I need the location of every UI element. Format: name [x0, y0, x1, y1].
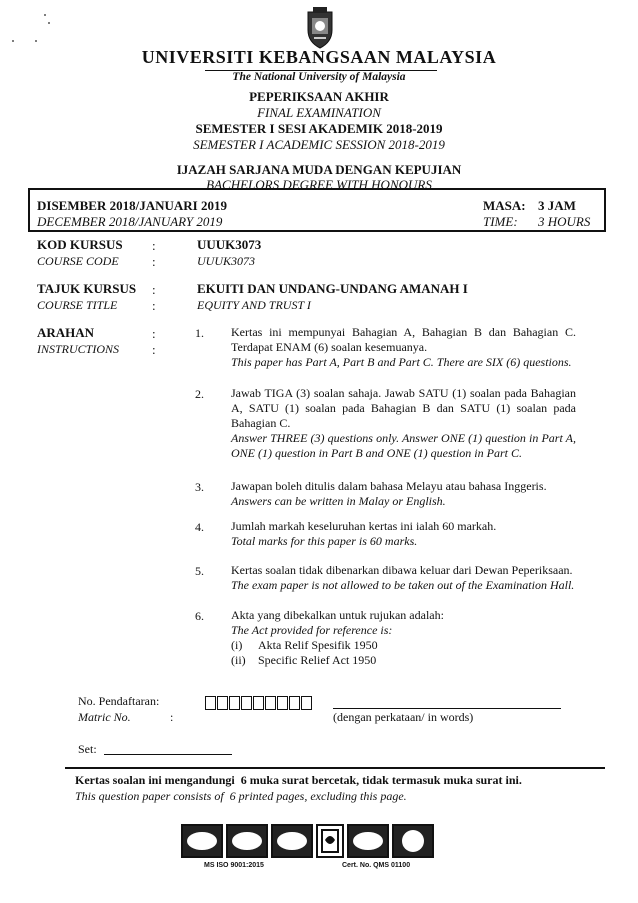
instructions-label: ARAHAN [37, 325, 95, 340]
instruction-number: 1. [195, 326, 204, 340]
act-item [231, 653, 576, 668]
university-name-en: The National University of Malaysia [232, 71, 406, 83]
instruction-number: 5. [195, 564, 204, 578]
act-name: Specific Relief Act 1950 [258, 653, 377, 667]
colon: : [170, 710, 174, 724]
instruction-item [231, 386, 576, 461]
set-label: Set: [78, 742, 97, 756]
colon: : [152, 238, 156, 253]
instruction-number: 4. [195, 520, 204, 534]
instructions-label-en: INSTRUCTIONS [37, 342, 120, 356]
instruction-text: Kertas soalan tidak dibenarkan dibawa keluar dari Dewan Peperiksaan. [231, 563, 573, 577]
matric-digit-box[interactable] [277, 696, 288, 710]
act-number: (i) [231, 638, 243, 652]
act-item [231, 638, 576, 653]
instruction-text-en: This paper has Part A, Part B and Part C. There are SIX (6) questions. [231, 355, 572, 369]
footer-rule [65, 767, 605, 769]
time-label-en: TIME: [483, 214, 518, 229]
time-label: MASA: [483, 198, 526, 213]
course-code-value-en: UUUK3073 [197, 254, 256, 268]
matric-digit-box[interactable] [205, 696, 216, 710]
matric-digit-box[interactable] [217, 696, 228, 710]
instruction-item [231, 563, 576, 593]
degree: IJAZAH SARJANA MUDA DENGAN KEPUJIAN [176, 162, 462, 177]
instruction-text-en: The Act provided for reference is: [231, 623, 393, 637]
course-code-label: KOD KURSUS [37, 237, 123, 252]
exam-date-en: DECEMBER 2018/JANUARY 2019 [37, 214, 223, 229]
matric-label-en: Matric No. [78, 710, 131, 724]
time-value: 3 JAM [538, 198, 576, 213]
exam-info-box [28, 188, 606, 232]
course-title-label-en: COURSE TITLE [37, 298, 118, 312]
cert-number: Cert. No. QMS 01100 [342, 862, 411, 869]
instruction-text: Jawab TIGA (3) soalan sahaja. Jawab SATU (1) soalan pada Bahagian A, SATU (1) soalan pada Bahagian B dan SATU (1) soalan pada Bahagian C. [231, 386, 576, 430]
colon: : [152, 326, 156, 341]
act-name: Akta Relif Spesifik 1950 [258, 638, 378, 652]
instruction-text-en: The exam paper is not allowed to be taken out of the Examination Hall. [231, 578, 575, 592]
matric-digit-box[interactable] [265, 696, 276, 710]
matric-digit-box[interactable] [253, 696, 264, 710]
instruction-text: Jawapan boleh ditulis dalam bahasa Melayu atau bahasa Inggeris. [231, 479, 547, 493]
instruction-text: Akta yang dibekalkan untuk rujukan adalah: [231, 608, 444, 622]
course-title-value: EKUITI DAN UNDANG-UNDANG AMANAH I [197, 281, 468, 296]
instruction-text-en: Answer THREE (3) questions only. Answer ONE (1) question in Part A, ONE (1) question in Part B and ONE (1) question in Part C. [231, 431, 576, 460]
instruction-item [231, 519, 576, 549]
certification-logo [271, 824, 313, 858]
iso-cert-label: MS ISO 9001:2015 [204, 862, 264, 869]
matric-digit-box[interactable] [241, 696, 252, 710]
instruction-number: 3. [195, 480, 204, 494]
certification-logo [181, 824, 223, 858]
page-count-en: This question paper consists of 6 printed pages, excluding this page. [75, 789, 407, 803]
matric-digit-box[interactable] [289, 696, 300, 710]
instruction-item [231, 325, 576, 370]
time-value-en: 3 HOURS [538, 214, 591, 229]
university-name: UNIVERSITI KEBANGSAAN MALAYSIA [141, 47, 497, 67]
colon: : [152, 298, 156, 313]
instruction-item [231, 479, 576, 509]
colon: : [152, 342, 156, 357]
course-code-label-en: COURSE CODE [37, 254, 119, 268]
course-title-label: TAJUK KURSUS [37, 281, 137, 296]
instruction-text-en: Answers can be written in Malay or English. [231, 494, 446, 508]
act-number: (ii) [231, 653, 246, 667]
instruction-text: Jumlah markah keseluruhan kertas ini ialah 60 markah. [231, 519, 497, 533]
colon: : [152, 282, 156, 297]
matric-digit-box[interactable] [229, 696, 240, 710]
session-en: SEMESTER I ACADEMIC SESSION 2018-2019 [193, 137, 445, 152]
course-title-value-en: EQUITY AND TRUST I [197, 298, 311, 312]
exam-title-en: FINAL EXAMINATION [257, 105, 381, 120]
university-crest [305, 6, 335, 50]
degree-en: BACHELORS DEGREE WITH HONOURS [206, 177, 432, 192]
set-line[interactable] [104, 740, 232, 755]
page-count: Kertas soalan ini mengandungi 6 muka surat bercetak, tidak termasuk muka surat ini. [75, 773, 522, 787]
instruction-item [231, 608, 576, 668]
matric-digit-box[interactable] [301, 696, 312, 710]
session: SEMESTER I SESI AKADEMIK 2018-2019 [195, 121, 443, 136]
matric-number-boxes[interactable] [205, 696, 315, 712]
certification-logo [347, 824, 389, 858]
colon: : [152, 254, 156, 269]
course-code-value: UUUK3073 [197, 237, 262, 252]
matric-label: No. Pendaftaran: [78, 694, 160, 708]
matric-words-note: (dengan perkataan/ in words) [333, 710, 474, 724]
instruction-text: Kertas ini mempunyai Bahagian A, Bahagian B dan Bahagian C. Terdapat ENAM (6) soalan kesemuanya. [231, 325, 576, 354]
exam-date: DISEMBER 2018/JANUARI 2019 [37, 198, 227, 213]
instruction-number: 2. [195, 387, 204, 401]
exam-title: PEPERIKSAAN AKHIR [249, 89, 389, 104]
certification-logo [226, 824, 268, 858]
certification-logo [392, 824, 434, 858]
instruction-number: 6. [195, 609, 204, 623]
matric-words-line[interactable] [333, 694, 561, 709]
certification-logo [316, 824, 344, 858]
instruction-text-en: Total marks for this paper is 60 marks. [231, 534, 418, 548]
